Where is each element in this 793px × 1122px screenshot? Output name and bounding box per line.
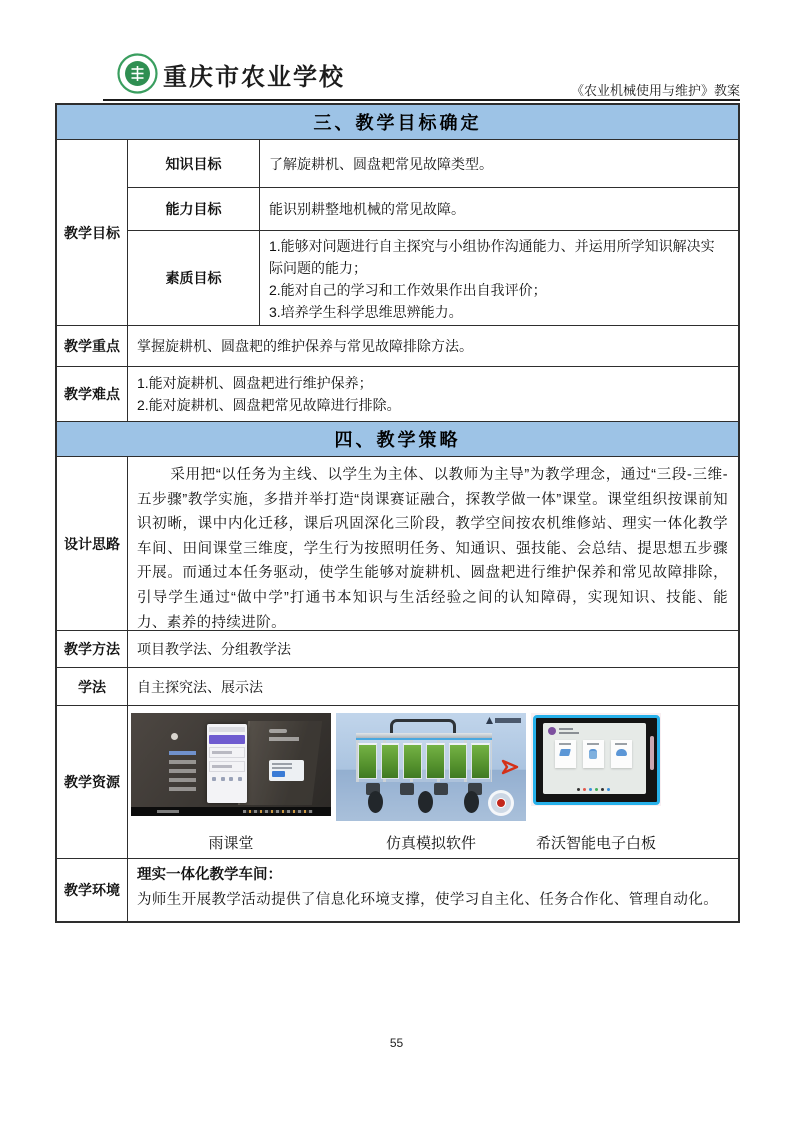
table-row-knowledge-goal bbox=[128, 140, 738, 188]
seedling-trays bbox=[358, 743, 490, 779]
selected-item bbox=[209, 735, 245, 744]
menu-lines bbox=[169, 746, 196, 796]
table-row-key-points bbox=[57, 326, 738, 367]
side-labels bbox=[269, 729, 299, 745]
environment-heading: 理实一体化教学车间： bbox=[137, 867, 282, 883]
row-label-learning: 学法 bbox=[57, 668, 128, 705]
database-icon bbox=[589, 749, 597, 759]
resource-figure-rainclassroom bbox=[131, 713, 331, 855]
cell-difficulties-content bbox=[128, 367, 738, 421]
row-label-methods: 教学方法 bbox=[57, 631, 128, 667]
resource-caption: 仿真模拟软件 bbox=[385, 835, 476, 852]
sub-label-ability: 能力目标 bbox=[128, 188, 260, 230]
row-label-environment: 教学环境 bbox=[57, 859, 128, 921]
difficulty-line: 2.能对旋耕机、圆盘耙常见故障进行排除。 bbox=[137, 397, 401, 413]
simulation-screenshot bbox=[336, 713, 526, 821]
avatar bbox=[171, 733, 178, 740]
table-row-ability-goal bbox=[128, 188, 738, 231]
row-label-objectives: 教学目标 bbox=[57, 140, 128, 325]
cell-methods-content: 项目教学法、分组教学法 bbox=[137, 641, 291, 657]
difficulty-line: 1.能对旋耕机、圆盘耙进行维护保养； bbox=[137, 375, 373, 391]
cell-environment-content bbox=[128, 859, 738, 921]
lesson-plan-table bbox=[55, 103, 740, 923]
table-row-methods bbox=[57, 631, 738, 668]
app-cards bbox=[555, 740, 632, 768]
school-logo-icon bbox=[117, 53, 158, 94]
quality-line: 2.能对自己的学习和工作效果作出自我评价； bbox=[269, 282, 547, 298]
resource-caption: 雨课堂 bbox=[208, 835, 254, 852]
stylus bbox=[650, 736, 654, 770]
environment-body: 为师生开展教学活动提供了信息化环境支撑，使学习自主化、任务合作化、管理自动化。 bbox=[137, 892, 719, 908]
row-label-key-points: 教学重点 bbox=[57, 326, 128, 366]
cell-key-points-content: 掌握旋耕机、圆盘耙的维护保养与常见故障排除方法。 bbox=[137, 338, 473, 354]
cursor-arrow-icon bbox=[500, 757, 520, 777]
cell-knowledge-content: 了解旋耕机、圆盘耙常见故障类型。 bbox=[269, 155, 493, 172]
resource-figure-whiteboard bbox=[531, 713, 661, 855]
sub-label-quality: 素质目标 bbox=[128, 231, 260, 325]
table-row-objectives bbox=[57, 140, 738, 326]
document-header bbox=[0, 0, 793, 103]
cell-design-content bbox=[128, 457, 738, 630]
cell-learning-content: 自主探究法、展示法 bbox=[137, 678, 263, 695]
book-icon bbox=[559, 749, 571, 756]
sub-label-knowledge: 知识目标 bbox=[128, 140, 260, 187]
avatar bbox=[548, 727, 556, 735]
rainclassroom-screenshot bbox=[131, 713, 331, 816]
cloud-icon bbox=[616, 749, 627, 756]
mini-card bbox=[269, 760, 304, 781]
row-label-difficulties: 教学难点 bbox=[57, 367, 128, 421]
taskbar bbox=[131, 807, 331, 816]
cell-ability-content: 能识别耕整地机械的常见故障。 bbox=[269, 201, 465, 217]
resource-caption: 希沃智能电子白板 bbox=[535, 835, 656, 852]
row-label-design: 设计思路 bbox=[57, 457, 128, 630]
header-rule bbox=[103, 99, 740, 101]
quality-line: 1.能够对问题进行自主探究与小组协作沟通能力、并运用所学知识解决实际问题的能力； bbox=[269, 238, 715, 276]
transplanter-machine bbox=[356, 719, 492, 807]
whiteboard-photo bbox=[531, 713, 661, 806]
table-row-design bbox=[57, 457, 738, 631]
document-title: 《农业机械使用与维护》教案 bbox=[570, 83, 740, 98]
resource-figure-simulation bbox=[336, 713, 526, 855]
tablet-taskbar bbox=[557, 788, 631, 792]
section-title-strategy: 四、教学策略 bbox=[57, 422, 738, 457]
table-row-resources bbox=[57, 706, 738, 859]
table-row-learning bbox=[57, 668, 738, 706]
table-row-environment bbox=[57, 859, 738, 921]
quality-line: 3.培养学生科学思维思辨能力。 bbox=[269, 304, 463, 320]
dialog-panel bbox=[207, 724, 247, 803]
cell-resources bbox=[128, 706, 738, 858]
table-row-difficulties bbox=[57, 367, 738, 422]
table-row-quality-goal bbox=[128, 231, 738, 325]
design-paragraph: 采用把“以任务为主线、以学生为主体、以教师为主导”为教学理念，通过“三段-三维-五步骤”教学实施，多措并举打造“岗课赛证融合，探教学做一体”课堂。课堂组织按课前知识初晰，课中内化迁移，课后巩固深化三阶段，教学空间按农机维修站、理实一体化教学车间、田间课堂三维度，学生行为按照明任务、知通识、强技能、会总结、提思想五步骤开展。而通过本任务驱动，使学生能够对旋耕机、圆盘耙进行维护保养和常见故障排除，引导学生通过“做中学”打通书本知识与生活经验之间的认知障碍，实现知识、技能、能力、素养的持续进阶。 bbox=[137, 467, 728, 631]
page-number: 55 bbox=[389, 1036, 404, 1050]
joystick-control-icon bbox=[488, 790, 514, 816]
row-label-resources: 教学资源 bbox=[57, 706, 128, 858]
tablet-device bbox=[533, 715, 660, 805]
school-name: 重庆市农业学校 bbox=[163, 65, 345, 91]
section-title-objectives: 三、教学目标确定 bbox=[57, 105, 738, 140]
tablet-screen bbox=[543, 723, 646, 794]
cell-quality-content bbox=[260, 231, 738, 325]
